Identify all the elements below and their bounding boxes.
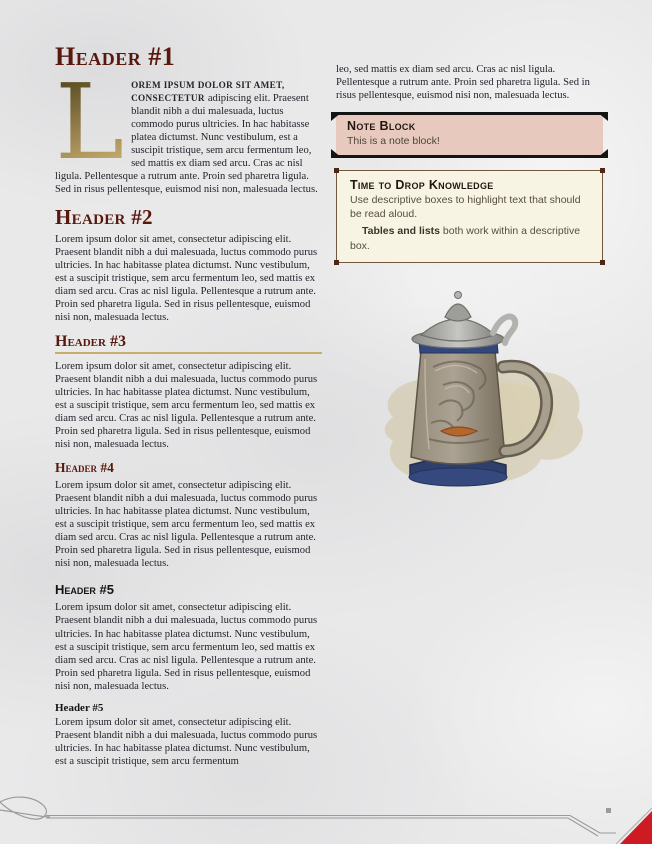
lead-small-caps: OREM IPSUM DOLOR SIT AMET, CONSECTETUR (131, 80, 285, 104)
header-4: Header #4 (55, 460, 114, 476)
footer-square-dot-icon (606, 808, 611, 813)
note-corner-icon (331, 112, 342, 121)
header-2: Header #2 (55, 205, 153, 230)
paragraph-3: Lorem ipsum dolor sit amet, consectetur adipiscing elit. Praesent blandit nibh a dui malesuada, luctus commodo purus ultricies. In hac habitasse platea dictumst. Nunc vestibulum, est a suscipit tristique, sem arcu fermentum leo, sed mattis ex diam sed arcu. Cras ac nisl ligula. Pellentesque a rutrum ante. Proin sed pharetra ligula. Sed in risus pellentesque, euismod nisi non, malesuada lectus. (55, 361, 318, 451)
paragraph-2: Lorem ipsum dolor sit amet, consectetur adipiscing elit. Praesent blandit nibh a dui malesuada, luctus commodo purus ultricies. In hac habitasse platea dictumst. Nunc vestibulum, est a suscipit tristique, sem arcu fermentum leo, sed mattis ex diam sed arcu. Cras ac nisl ligula. Pellentesque a rutrum ante. Proin sed pharetra ligula. Sed in risus pellentesque, euismod nisi non, malesuada lectus. (55, 234, 318, 324)
corner-dot-icon (334, 260, 339, 265)
note-block (336, 114, 603, 156)
descriptive-box-line1: Use descriptive boxes to highlight text that should be read aloud. (350, 193, 581, 221)
corner-dot-icon (600, 260, 605, 265)
note-block-body: This is a note block! (347, 135, 440, 148)
descriptive-box (336, 170, 603, 264)
corner-dot-icon (600, 168, 605, 173)
stein-lid-dome (421, 319, 495, 341)
paragraph-6-truncated: Lorem ipsum dolor sit amet, consectetur adipiscing elit. Praesent blandit nibh a dui malesuada, luctus commodo purus ultricies. In hac habitasse platea dictumst. Nunc vestibulum, est a suscipit tristique, sem arcu fermentum (55, 716, 318, 767)
continuation-paragraph: leo, sed mattis ex diam sed arcu. Cras ac nisl ligula. Pellentesque a rutrum ante. Proin sed pharetra ligula. Sed in risus pellentesque, euismod nisi non, malesuada lectus. (336, 64, 590, 102)
footer-rule (46, 816, 616, 837)
intro-paragraph (55, 61, 322, 196)
stein-illustration (346, 289, 603, 500)
header-6: Header #5 (55, 701, 104, 714)
paragraph-4: Lorem ipsum dolor sit amet, consectetur adipiscing elit. Praesent blandit nibh a dui malesuada, luctus commodo purus ultricies. In hac habitasse platea dictumst. Nunc vestibulum, est a suscipit tristique, sem arcu fermentum leo, sed mattis ex diam sed arcu. Cras ac nisl ligula. Pellentesque a rutrum ante. Proin sed pharetra ligula. Sed in risus pellentesque, euismod nisi non, malesuada lectus. (55, 480, 318, 570)
header-5: Header #5 (55, 582, 114, 598)
stein-finial-tip (454, 292, 461, 299)
left-column (55, 40, 322, 773)
header-3: Header #3 (55, 333, 322, 354)
paragraph-5: Lorem ipsum dolor sit amet, consectetur adipiscing elit. Praesent blandit nibh a dui malesuada, luctus commodo purus ultricies. In hac habitasse platea dictumst. Nunc vestibulum, est a suscipit tristique, sem arcu fermentum leo, sed mattis ex diam sed arcu. Cras ac nisl ligula. Pellentesque a rutrum ante. Proin sed pharetra ligula. Sed in risus pellentesque, euismod nisi non, malesuada lectus. (55, 602, 318, 692)
stein-finial (445, 304, 471, 321)
right-column (336, 40, 603, 773)
stein-base-ring (409, 468, 507, 486)
note-corner-icon (597, 149, 608, 158)
corner-dot-icon (334, 168, 339, 173)
descriptive-box-bold: Tables and lists (362, 225, 440, 238)
two-column-layout (55, 40, 603, 773)
intro-text: adipiscing elit. Praesent blandit nibh a dui malesuada, luctus commodo purus ultricies. In hac habitasse platea dictumst. Nunc vestibulum, est a suscipit tristique, sem arcu fermentum leo, sed mattis ex diam sed arcu. Cras ac nisl ligula. Pellentesque a rutrum ante. Proin sed pharetra ligula. Sed in risus pellentesque, euismod nisi non, malesuada lectus. (55, 93, 318, 196)
note-corner-icon (597, 112, 608, 121)
note-block-title: Note Block (347, 119, 416, 134)
footer-ornament (0, 790, 652, 844)
footer-red-triangle-icon (620, 811, 652, 844)
note-corner-icon (331, 149, 342, 158)
footer-flourish-icon (0, 797, 50, 819)
drop-cap-letter: L (55, 79, 131, 164)
descriptive-box-rest: both work within a descriptive box. (350, 225, 581, 252)
header-1: Header #1 (55, 42, 176, 71)
beer-stein-image (355, 289, 595, 495)
descriptive-box-title: Time to Drop Knowledge (350, 177, 494, 192)
descriptive-box-line2 (350, 224, 589, 253)
